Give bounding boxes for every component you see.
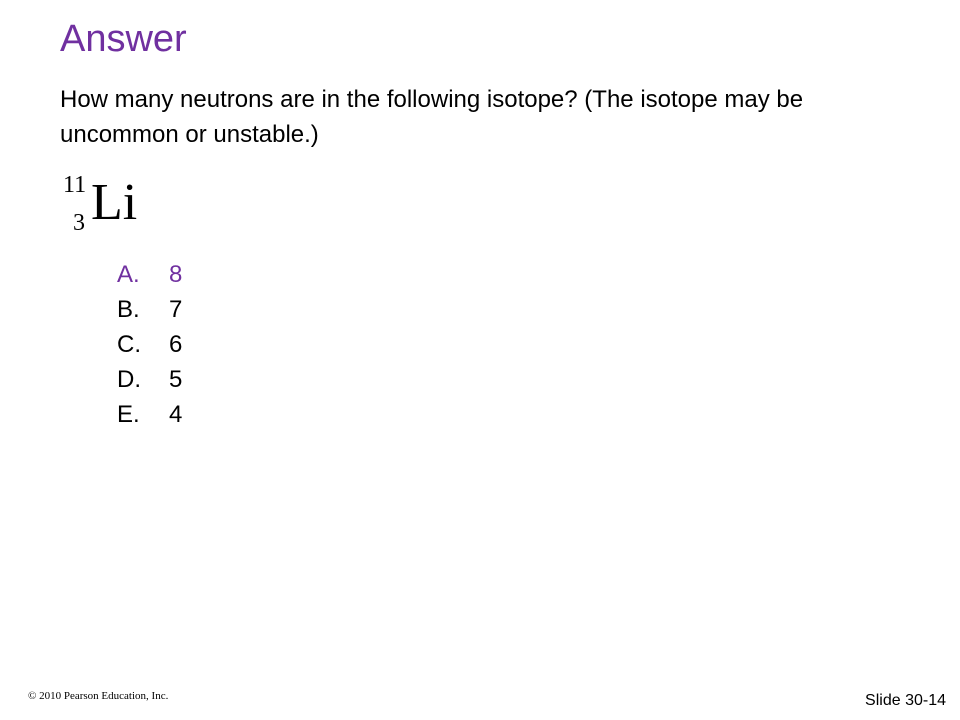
option-value: 7 — [169, 296, 183, 323]
option-value: 5 — [169, 366, 183, 393]
question-text: How many neutrons are in the following isotope? (The isotope may be uncommon or unstable.) — [60, 86, 804, 148]
isotope-notation — [58, 168, 168, 238]
slide-number: Slide 30-14 — [865, 692, 946, 709]
option-letter: D. — [117, 366, 141, 393]
option-letter: B. — [117, 296, 140, 323]
option-value: 4 — [169, 401, 183, 428]
option-letter: A. — [117, 261, 140, 288]
answer-options — [117, 257, 182, 432]
option-value: 6 — [169, 331, 183, 358]
answer-option-b — [117, 292, 182, 327]
answer-option-a — [117, 257, 182, 292]
answer-option-c — [117, 327, 182, 362]
answer-option-d — [117, 362, 182, 397]
slide-title: Answer — [60, 18, 187, 60]
copyright-notice: © 2010 Pearson Education, Inc. — [28, 690, 169, 702]
option-value: 8 — [169, 261, 183, 288]
option-letter: E. — [117, 401, 140, 428]
isotope-mass-number: 11 — [63, 172, 87, 198]
isotope-atomic-number: 3 — [73, 210, 85, 236]
isotope-symbol: Li — [91, 174, 138, 231]
answer-option-e — [117, 397, 182, 432]
option-letter: C. — [117, 331, 141, 358]
